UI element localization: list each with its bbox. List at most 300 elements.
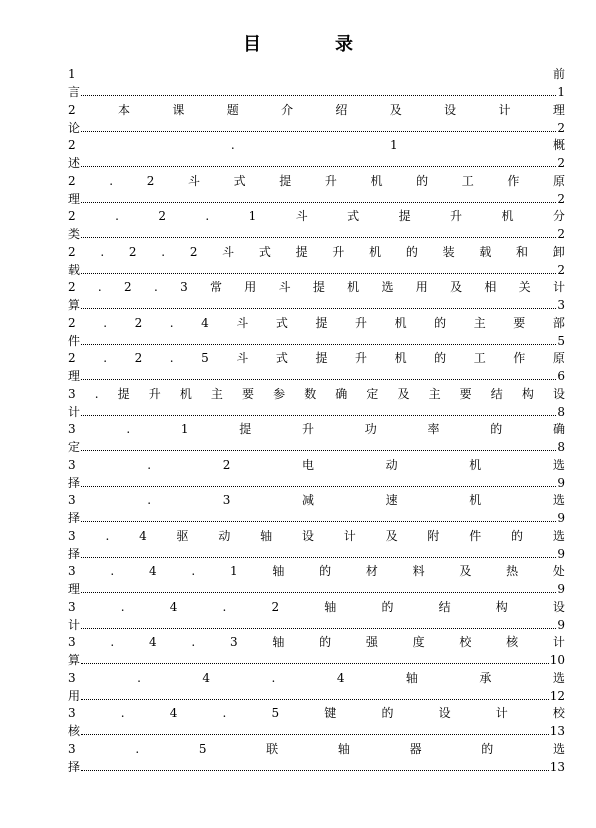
page-number: 6	[557, 369, 565, 383]
toc-entry[interactable]	[68, 599, 565, 635]
heading-last-char: 择	[68, 546, 81, 561]
toc-entry-leader-line	[68, 474, 565, 491]
heading-char: 装	[442, 244, 455, 259]
toc-entry-leader-line	[68, 261, 565, 278]
heading-char: 工	[461, 173, 474, 188]
dot-leader	[81, 225, 556, 238]
heading-char: 校	[552, 706, 565, 720]
heading-char: 构	[495, 599, 508, 614]
heading-char: 提	[117, 386, 130, 401]
heading-last-char: 理	[68, 369, 81, 383]
heading-char: 2	[68, 138, 76, 152]
toc-entry-leader-line	[68, 438, 565, 455]
heading-char: 轴	[324, 599, 337, 614]
page-title: 目 录	[243, 34, 381, 55]
toc-entry[interactable]	[68, 457, 565, 493]
toc-entry-heading	[68, 208, 565, 225]
heading-char: .	[222, 599, 227, 614]
dot-leader	[81, 119, 556, 132]
heading-char: 2	[68, 244, 76, 259]
heading-char: 动	[218, 528, 231, 543]
heading-char: 3	[68, 422, 76, 436]
toc-entry[interactable]	[68, 66, 565, 102]
heading-char: 的	[434, 351, 447, 365]
heading-char: 处	[552, 564, 565, 578]
heading-char: 2	[146, 173, 155, 188]
heading-char: 1	[248, 209, 257, 223]
dot-leader	[81, 332, 556, 345]
toc-entry-leader-line	[68, 758, 565, 775]
toc-entry-heading	[68, 457, 565, 474]
heading-char: 斗	[295, 209, 308, 223]
toc-entry[interactable]	[68, 670, 565, 706]
heading-char: 及	[389, 102, 402, 117]
heading-char: 器	[409, 741, 422, 756]
page-number: 2	[557, 262, 565, 277]
heading-char: 2	[134, 315, 143, 330]
heading-char: 的	[319, 635, 332, 649]
heading-char: 机	[469, 493, 482, 507]
heading-last-char: 定	[68, 440, 81, 454]
heading-char: .	[105, 528, 110, 543]
heading-char: .	[147, 493, 152, 507]
heading-last-char: 论	[68, 120, 81, 135]
toc-entry-heading	[68, 741, 565, 758]
dot-leader	[81, 474, 556, 487]
heading-char: 2	[68, 315, 76, 330]
heading-char: .	[109, 173, 114, 188]
toc-entry-heading	[68, 350, 565, 367]
heading-char: 斗	[236, 315, 249, 330]
heading-char: .	[222, 706, 227, 720]
heading-char: .	[110, 564, 115, 578]
heading-char: .	[135, 741, 140, 756]
heading-char: 升	[355, 351, 368, 365]
heading-char: 结	[438, 599, 451, 614]
heading-char: 5	[201, 351, 209, 365]
heading-char: 承	[479, 670, 492, 685]
heading-char: 强	[365, 635, 378, 649]
toc-entry-leader-line	[68, 651, 565, 668]
toc-entry[interactable]	[68, 137, 565, 173]
toc-entry-heading	[68, 102, 565, 119]
heading-char: .	[169, 351, 174, 365]
heading-char: .	[161, 244, 166, 259]
heading-char: 3	[68, 457, 76, 472]
heading-last-char: 算	[68, 298, 81, 312]
heading-char: 式	[258, 244, 271, 259]
heading-char: 2	[128, 244, 137, 259]
heading-char: 2	[68, 102, 76, 117]
toc-entry-heading	[68, 634, 565, 651]
heading-char: .	[120, 706, 125, 720]
heading-char: 升	[148, 386, 161, 401]
page-number: 8	[557, 404, 565, 419]
heading-char: .	[103, 315, 108, 330]
heading-char: 驱	[176, 528, 189, 543]
heading-char: 的	[319, 564, 332, 578]
page-number: 5	[557, 333, 565, 348]
toc-entry-leader-line	[68, 509, 565, 526]
heading-char: 2	[68, 209, 76, 223]
heading-char: 斗	[187, 173, 200, 188]
page-number: 9	[557, 511, 565, 525]
heading-char: 及	[459, 564, 472, 578]
heading-char: 4	[201, 315, 209, 330]
toc-entry[interactable]	[68, 741, 565, 777]
heading-char: 件	[469, 528, 482, 543]
toc-entry-leader-line	[68, 722, 565, 739]
toc-entry-heading	[68, 386, 565, 403]
heading-char: 和	[516, 244, 529, 259]
toc-entry-leader-line	[68, 580, 565, 597]
heading-char: .	[205, 209, 210, 223]
heading-char: 机	[370, 173, 383, 188]
toc-entry-leader-line	[68, 190, 565, 207]
heading-char: 确	[552, 422, 565, 436]
heading-char: 计	[552, 280, 565, 294]
heading-char: 3	[68, 528, 76, 543]
heading-char: 式	[233, 173, 246, 188]
heading-char: 升	[355, 315, 368, 330]
heading-char: 要	[242, 386, 255, 401]
heading-char: 速	[385, 493, 398, 507]
heading-char: .	[271, 670, 276, 685]
heading-char: 提	[398, 209, 411, 223]
heading-char: 及	[385, 528, 398, 543]
heading-char: 2	[124, 280, 132, 294]
heading-last-char: 择	[68, 759, 81, 774]
heading-char: 的	[481, 741, 494, 756]
toc-entry[interactable]	[68, 421, 565, 457]
heading-char: 3	[68, 741, 76, 756]
heading-char: 升	[324, 173, 337, 188]
heading-char: 电	[301, 457, 314, 472]
heading-char: 概	[552, 138, 565, 152]
toc-entry-leader-line	[68, 616, 565, 633]
heading-char: 理	[552, 102, 565, 117]
heading-char: .	[94, 386, 99, 401]
heading-char: 2	[271, 599, 280, 614]
toc-entry-leader-line	[68, 403, 565, 420]
heading-char: 1	[180, 422, 189, 436]
toc-entry[interactable]	[68, 563, 565, 599]
heading-char: 4	[169, 599, 178, 614]
heading-last-char: 用	[68, 688, 81, 703]
toc-entry[interactable]	[68, 634, 565, 670]
page-number: 2	[557, 191, 565, 206]
heading-char: 2	[158, 209, 166, 223]
heading-char: 要	[459, 386, 472, 401]
heading-char: 键	[324, 706, 337, 720]
heading-char: 式	[347, 209, 360, 223]
page-number: 12	[549, 688, 565, 703]
heading-char: 2	[189, 244, 198, 259]
toc-entry-heading	[68, 563, 565, 580]
heading-char: 2	[222, 457, 231, 472]
heading-char: 设	[438, 706, 451, 720]
heading-char: 原	[552, 351, 565, 365]
dot-leader	[81, 722, 549, 735]
toc-entry[interactable]	[68, 279, 565, 315]
heading-char: 3	[68, 493, 76, 507]
heading-char: 设	[301, 528, 314, 543]
heading-char: .	[103, 351, 108, 365]
heading-char: 前	[552, 67, 565, 81]
heading-last-char: 载	[68, 262, 81, 277]
heading-char: 相	[484, 280, 497, 294]
heading-char: 1	[229, 564, 238, 578]
heading-char: 热	[506, 564, 519, 578]
toc-entry[interactable]	[68, 350, 565, 386]
table-of-contents	[68, 66, 565, 776]
toc-entry-heading	[68, 705, 565, 722]
heading-char: 设	[444, 102, 457, 117]
heading-char: 的	[511, 528, 524, 543]
heading-char: 常	[209, 280, 222, 294]
heading-char: 数	[304, 386, 317, 401]
heading-char: 4	[336, 670, 345, 685]
toc-entry-heading	[68, 137, 565, 154]
dot-leader	[81, 296, 556, 309]
toc-entry-leader-line	[68, 83, 565, 100]
heading-char: 3	[68, 670, 76, 685]
heading-char: 本	[117, 102, 130, 117]
heading-char: 升	[302, 422, 315, 436]
heading-char: 卸	[552, 244, 565, 259]
page-number: 10	[549, 653, 565, 667]
heading-char: 机	[369, 244, 382, 259]
heading-char: 计	[495, 706, 508, 720]
heading-char: 4	[148, 635, 157, 649]
heading-char: 主	[473, 315, 486, 330]
heading-char: .	[120, 599, 125, 614]
dot-leader	[81, 509, 556, 522]
dot-leader	[81, 83, 556, 96]
page-number: 9	[557, 617, 565, 632]
heading-char: 主	[210, 386, 223, 401]
heading-char: 轴	[260, 528, 273, 543]
heading-char: 动	[385, 457, 398, 472]
heading-last-char: 算	[68, 653, 81, 667]
dot-leader	[81, 154, 556, 167]
heading-char: 4	[169, 706, 178, 720]
heading-char: 减	[301, 493, 314, 507]
heading-last-char: 理	[68, 191, 81, 206]
heading-char: 计	[498, 102, 511, 117]
toc-entry-heading	[68, 66, 565, 83]
heading-char: 料	[412, 564, 425, 578]
heading-char: 确	[335, 386, 348, 401]
heading-char: 及	[397, 386, 410, 401]
page-number: 2	[557, 156, 565, 170]
heading-char: 作	[513, 351, 526, 365]
dot-leader	[81, 261, 556, 274]
dot-leader	[81, 367, 556, 380]
dot-leader	[81, 403, 556, 416]
heading-char: 及	[450, 280, 463, 294]
heading-char: .	[230, 138, 235, 152]
toc-entry-heading	[68, 492, 565, 509]
heading-char: 用	[415, 280, 428, 294]
heading-char: 1	[68, 67, 76, 81]
toc-entry[interactable]	[68, 528, 565, 564]
page-number: 13	[549, 724, 565, 738]
toc-entry[interactable]	[68, 386, 565, 422]
heading-char: 介	[281, 102, 294, 117]
toc-entry-leader-line	[68, 225, 565, 242]
heading-char: .	[97, 280, 102, 294]
heading-char: 的	[381, 706, 394, 720]
dot-leader	[81, 545, 556, 558]
toc-entry[interactable]	[68, 492, 565, 528]
page-number: 13	[549, 759, 565, 774]
heading-char: .	[126, 422, 131, 436]
heading-char: 机	[394, 315, 407, 330]
heading-char: 的	[434, 315, 447, 330]
heading-char: 率	[427, 422, 440, 436]
heading-char: 5	[271, 706, 280, 720]
heading-char: 设	[552, 386, 565, 401]
toc-entry-leader-line	[68, 119, 565, 136]
toc-entry[interactable]	[68, 705, 565, 741]
toc-entry[interactable]	[68, 102, 565, 138]
toc-entry[interactable]	[68, 244, 565, 280]
heading-char: 选	[552, 670, 565, 685]
heading-char: 提	[315, 315, 328, 330]
heading-char: 2	[68, 351, 76, 365]
heading-char: 4	[202, 670, 211, 685]
heading-char: 提	[315, 351, 328, 365]
toc-entry-heading	[68, 599, 565, 616]
dot-leader	[81, 190, 556, 203]
heading-last-char: 件	[68, 333, 81, 348]
dot-leader	[81, 580, 556, 593]
heading-last-char: 言	[68, 85, 81, 99]
heading-char: 作	[507, 173, 520, 188]
heading-char: 提	[295, 244, 308, 259]
page-number: 2	[557, 227, 565, 241]
heading-char: 的	[416, 173, 429, 188]
heading-char: 核	[506, 635, 519, 649]
heading-char: 的	[490, 422, 503, 436]
dot-leader	[81, 438, 556, 451]
heading-char: 功	[364, 422, 377, 436]
heading-char: 定	[366, 386, 379, 401]
toc-entry-heading	[68, 279, 565, 296]
toc-entry-leader-line	[68, 545, 565, 562]
heading-char: .	[137, 670, 141, 685]
page-number: 1	[557, 85, 565, 99]
toc-entry[interactable]	[68, 315, 565, 351]
toc-entry-leader-line	[68, 687, 565, 704]
page-number: 9	[557, 582, 565, 596]
heading-char: 3	[229, 635, 238, 649]
dot-leader	[81, 651, 549, 664]
heading-last-char: 计	[68, 404, 81, 419]
heading-char: 提	[279, 173, 292, 188]
heading-char: 斗	[222, 244, 235, 259]
dot-leader	[81, 758, 549, 771]
heading-char: 机	[469, 457, 482, 472]
heading-char: 3	[68, 599, 76, 614]
heading-char: 部	[552, 315, 565, 330]
heading-last-char: 述	[68, 156, 81, 170]
heading-last-char: 择	[68, 511, 81, 525]
toc-entry-heading	[68, 315, 565, 332]
dot-leader	[81, 616, 556, 629]
toc-entry[interactable]	[68, 173, 565, 209]
toc-entry-heading	[68, 173, 565, 190]
heading-char: 载	[479, 244, 492, 259]
heading-char: 5	[198, 741, 207, 756]
toc-entry-leader-line	[68, 332, 565, 349]
heading-char: .	[115, 209, 119, 223]
heading-char: 斗	[278, 280, 291, 294]
heading-char: 设	[552, 599, 565, 614]
heading-char: 要	[513, 315, 526, 330]
heading-char: 式	[275, 315, 288, 330]
toc-entry-leader-line	[68, 367, 565, 384]
heading-char: 附	[427, 528, 440, 543]
heading-last-char: 类	[68, 227, 81, 241]
heading-last-char: 核	[68, 724, 81, 738]
toc-entry[interactable]	[68, 208, 565, 244]
heading-char: .	[191, 564, 196, 578]
heading-char: 3	[68, 386, 76, 401]
heading-char: 结	[490, 386, 503, 401]
heading-char: 绍	[335, 102, 348, 117]
heading-char: 选	[381, 280, 394, 294]
heading-last-char: 计	[68, 617, 81, 632]
heading-char: 3	[222, 493, 231, 507]
page-number: 3	[557, 298, 565, 312]
page-number: 9	[557, 546, 565, 561]
heading-char: .	[191, 635, 196, 649]
toc-entry-leader-line	[68, 154, 565, 171]
heading-char: 关	[518, 280, 531, 294]
heading-char: 斗	[236, 351, 249, 365]
heading-char: 主	[428, 386, 441, 401]
heading-char: 4	[139, 528, 147, 543]
heading-char: 3	[68, 635, 76, 649]
heading-char: 课	[172, 102, 185, 117]
dot-leader	[81, 687, 549, 700]
heading-last-char: 择	[68, 475, 81, 490]
heading-char: 轴	[405, 670, 418, 685]
heading-char: 3	[68, 564, 76, 578]
toc-entry-heading	[68, 244, 565, 261]
heading-char: 3	[68, 706, 76, 720]
heading-char: 材	[365, 564, 378, 578]
heading-char: 机	[347, 280, 360, 294]
heading-char: 轴	[272, 564, 285, 578]
heading-char: .	[110, 635, 115, 649]
heading-char: .	[169, 315, 174, 330]
heading-char: .	[153, 280, 158, 294]
heading-char: 机	[501, 209, 514, 223]
heading-char: 原	[552, 173, 565, 188]
heading-char: 机	[179, 386, 192, 401]
heading-char: 式	[275, 351, 288, 365]
toc-entry-heading	[68, 670, 565, 687]
heading-char: 升	[450, 209, 463, 223]
heading-char: 参	[273, 386, 286, 401]
heading-char: 选	[552, 493, 565, 507]
page-number: 9	[557, 475, 565, 490]
heading-char: 2	[68, 173, 76, 188]
toc-entry-heading	[68, 528, 565, 545]
